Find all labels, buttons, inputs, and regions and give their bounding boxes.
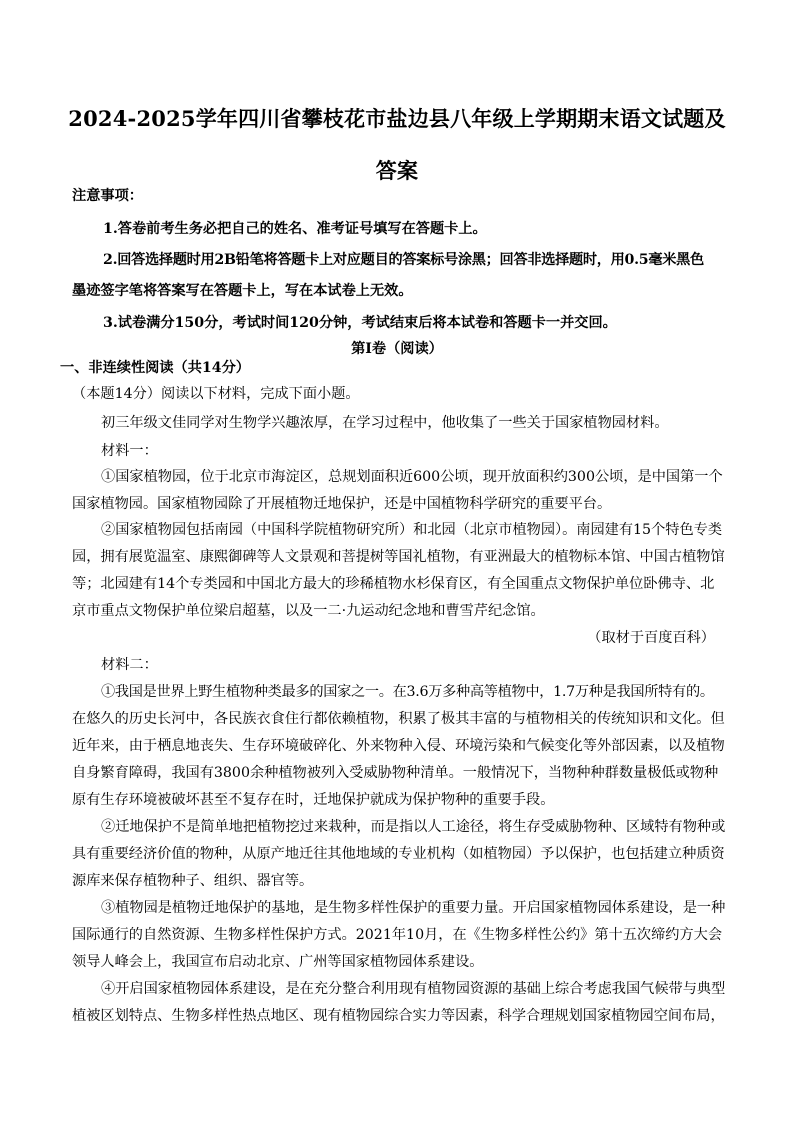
m2-line-11: 领导人峰会上，我国宣布启动北京、广州等国家植物园体系建设。 xyxy=(72,954,484,970)
m2-line-9: ③植物园是植物迁地保护的基地，是生物多样性保护的重要力量。开启国家植物园体系建设，是一种 xyxy=(101,900,726,916)
material-2-label: 材料二： xyxy=(101,657,158,673)
m2-line-2: 在悠久的历史长河中，各民族衣食住行都依赖植物，积累了极其丰富的与植物相关的传统知识和文化。但 xyxy=(72,711,725,727)
m2-line-5: 原有生存环境被破坏甚至不复存在时，迁地保护就成为保护物种的重要手段。 xyxy=(72,792,555,808)
m2-line-8: 源库来保存植物种子、组织、器官等。 xyxy=(72,873,314,889)
m2-line-3: 近年来，由于栖息地丧失、生存环境破碎化、外来物种入侵、环境污染和气候变化等外部因素，以及植物 xyxy=(72,738,725,754)
m1-line-4: 园，拥有展览温室、康熙御碑等人文景观和菩提树等国礼植物，有亚洲最大的植物标本馆、中国古植物馆 xyxy=(72,549,725,565)
notice-item-3: 3.试卷满分150分，考试时间120分钟，考试结束后将本试卷和答题卡一并交回。 xyxy=(103,315,617,331)
notice-item-2-cont: 墨迹签字笔将答案写在答题卡上，写在本试卷上无效。 xyxy=(72,283,413,299)
notice-item-2: 2.回答选择题时用2B铅笔将答题卡上对应题目的答案标号涂黑；回答非选择题时，用0.5毫米黑色 xyxy=(103,252,704,268)
material-1-label: 材料一： xyxy=(101,443,158,459)
m1-line-5: 等；北园建有14个专类园和中国北方最大的珍稀植物水杉保育区，有全国重点文物保护单位卧佛寺、北 xyxy=(72,576,715,592)
title-line-1: 2024-2025学年四川省攀枝花市盐边县八年级上学期期末语文试题及 xyxy=(68,106,726,131)
m1-line-2: 国家植物园。国家植物园除了开展植物迁地保护，还是中国植物科学研究的重要平台。 xyxy=(72,496,612,512)
title-line-2: 答案 xyxy=(375,158,419,183)
instruction: （本题14分）阅读以下材料，完成下面小题。 xyxy=(72,386,360,402)
m2-line-13: 植被区划特点、生物多样性热点地区、现有植物园综合实力等因素，科学合理规划国家植物园空间布局， xyxy=(72,1008,725,1024)
volume-title: 第Ⅰ卷（阅读） xyxy=(351,341,443,357)
m2-line-1: ①我国是世界上野生植物种类最多的国家之一。在3.6万多种高等植物中，1.7万种是我国所特有的。 xyxy=(101,684,714,700)
intro-paragraph: 初三年级文佳同学对生物学兴趣浓厚，在学习过程中，他收集了一些关于国家植物园材料。 xyxy=(101,415,669,431)
m2-line-7: 具有重要经济价值的物种，从原产地迁往其他地域的专业机构（如植物园）予以保护，也包括建立种质资 xyxy=(72,846,725,862)
m2-line-10: 国际通行的自然资源、生物多样性保护方式。2021年10月，在《生物多样性公约》第十五次缔约方大会 xyxy=(72,927,723,943)
document-title xyxy=(60,99,734,191)
notice-heading: 注意事项： xyxy=(72,188,143,204)
m2-line-6: ②迁地保护不是简单地把植物挖过来栽种，而是指以人工途径，将生存受威胁物种、区域特有物种或 xyxy=(101,819,726,835)
m1-line-6: 京市重点文物保护单位梁启超墓，以及一二·九运动纪念地和曹雪芹纪念馆。 xyxy=(72,603,545,619)
m2-line-12: ④开启国家植物园体系建设，是在充分整合利用现有植物园资源的基础上综合考虑我国气候带与典型 xyxy=(101,981,726,997)
m1-line-1: ①国家植物园，位于北京市海淀区，总规划面积近600公顷，现开放面积约300公顷，是中国第一个 xyxy=(101,469,723,485)
section-heading: 一、非连续性阅读（共14分） xyxy=(60,360,250,376)
m1-line-3: ②国家植物园包括南园（中国科学院植物研究所）和北园（北京市植物园）。南园建有15个特色专类 xyxy=(101,522,723,538)
source-note: （取材于百度百科） xyxy=(587,630,715,646)
notice-item-1: 1.答卷前考生务必把自己的姓名、准考证号填写在答题卡上。 xyxy=(103,221,487,237)
m2-line-4: 自身繁育障碍，我国有3800余种植物被列入受威胁物种清单。一般情况下，当物种种群数量极低或物种 xyxy=(72,765,719,781)
